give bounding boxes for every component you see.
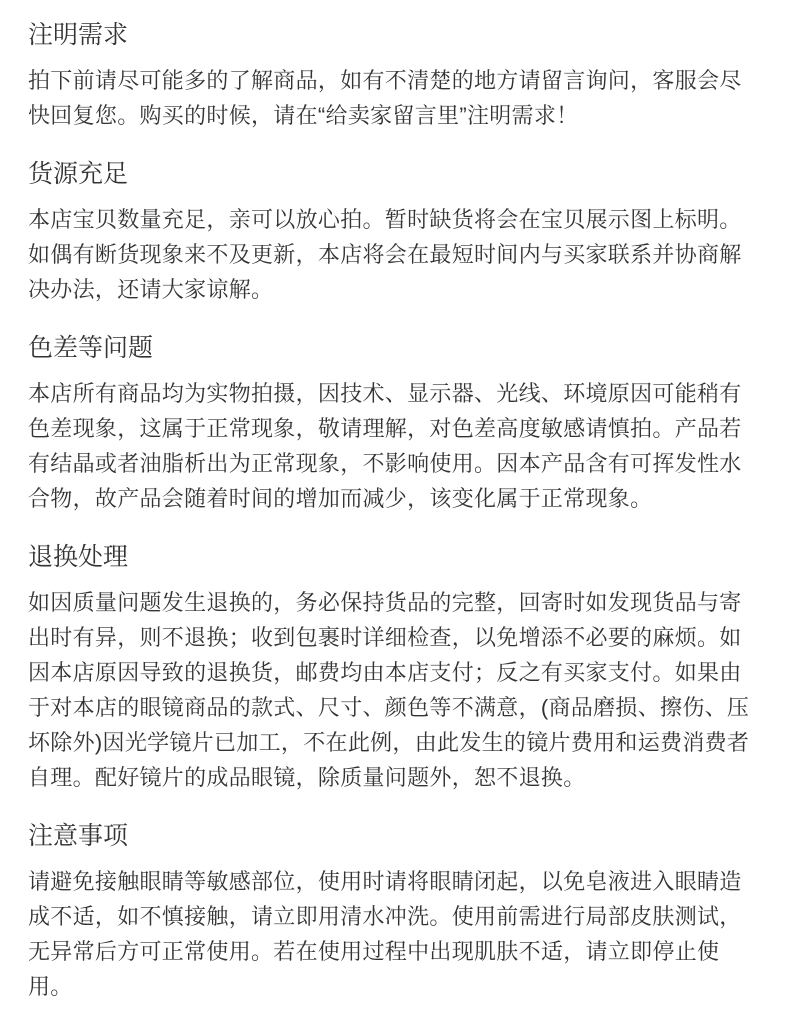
section-note-requirements (28, 20, 762, 133)
section-body-return-exchange: 如因质量问题发生退换的，务必保持货品的完整，回寄时如发现货品与寄出时有异，则不退换；收到包裹时详细检查，以免增添不必要的麻烦。如因本店原因导致的退换货，邮费均由本店支付；反之有买家支付。如果由于对本店的眼镜商品的款式、尺寸、颜色等不满意，(商品磨损、擦伤、压坏除外)因光学镜片已加工，不在此例，由此发生的镜片费用和运费消费者自理。配好镜片的成品眼镜，除质量问题外，恕不退换。 (28, 590, 750, 790)
section-body-color-difference: 本店所有商品均为实物拍摄，因技术、显示器、光线、环境原因可能稍有色差现象，这属于正常现象，敬请理解，对色差高度敏感请慎拍。产品若有结晶或者油脂析出为正常现象，不影响使用。因本产品含有可挥发性水合物，故产品会随着时间的增加而减少，该变化属于正常现象。 (28, 381, 742, 511)
section-body-precautions: 请避免接触眼睛等敏感部位，使用时请将眼睛闭起，以免皂液进入眼睛造成不适，如不慎接触，请立即用清水冲洗。使用前需进行局部皮肤测试，无异常后方可正常使用。若在使用过程中出现肌肤不适，请立即停止使用。 (28, 869, 742, 999)
section-color-difference (28, 333, 762, 516)
section-title-sufficient-stock: 货源充足 (28, 160, 129, 188)
section-title-return-exchange: 退换处理 (28, 543, 129, 571)
section-sufficient-stock (28, 159, 762, 307)
section-title-color-difference: 色差等问题 (28, 334, 154, 362)
section-body-note-requirements: 拍下前请尽可能多的了解商品，如有不清楚的地方请留言询问，客服会尽快回复您。购买的时候，请在“给卖家留言里”注明需求！ (28, 68, 742, 128)
section-title-note-requirements: 注明需求 (28, 21, 129, 49)
section-title-precautions: 注意事项 (28, 822, 129, 850)
section-body-sufficient-stock: 本店宝贝数量充足，亲可以放心拍。暂时缺货将会在宝贝展示图上标明。如偶有断货现象来不及更新，本店将会在最短时间内与买家联系并协商解决办法，还请大家谅解。 (28, 207, 742, 302)
section-return-exchange (28, 542, 762, 795)
section-precautions (28, 821, 762, 1004)
